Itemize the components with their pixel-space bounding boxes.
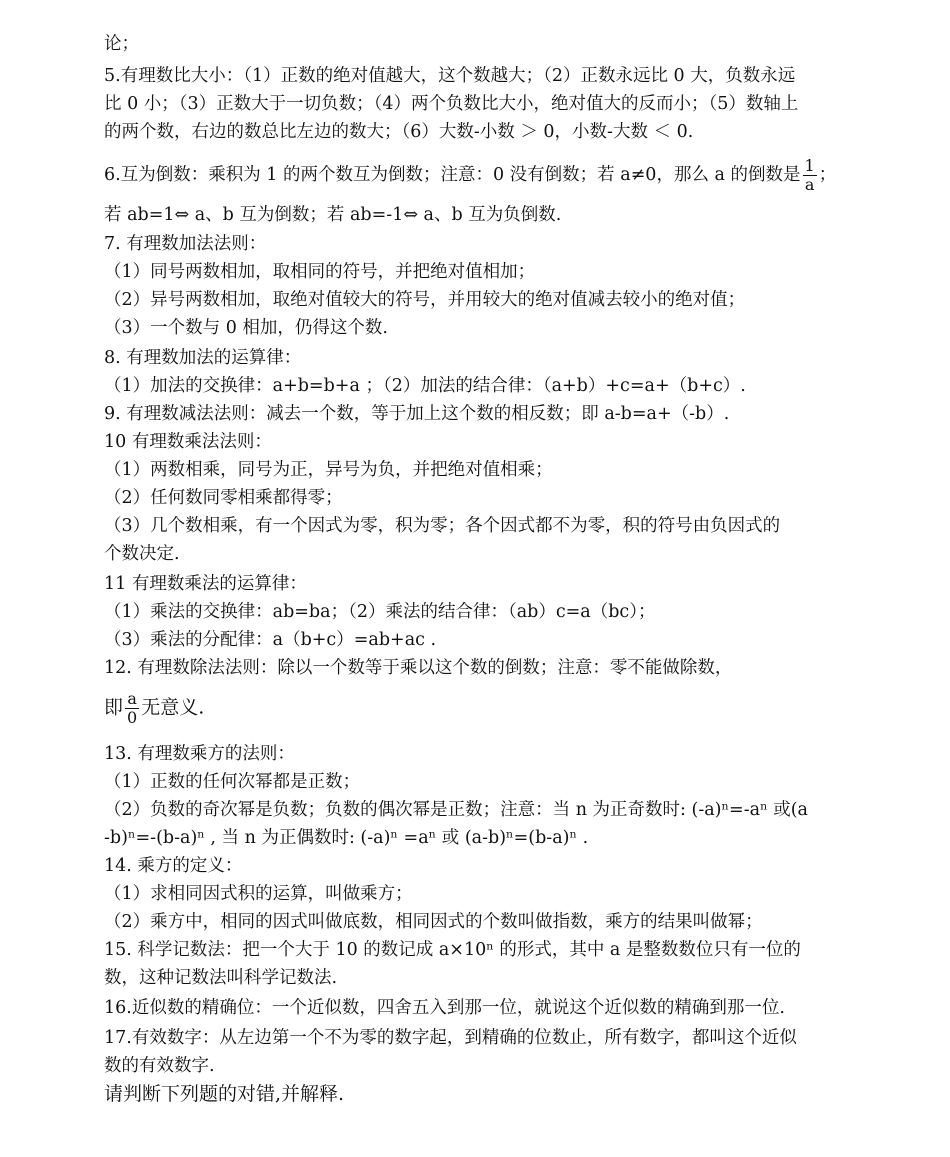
text-line: 比 0 小；（3）正数大于一切负数；（4）两个负数比大小，绝对值大的反而小；（5）数轴上 (104, 94, 799, 114)
text-line: （1）求相同因式积的运算，叫做乘方； (104, 884, 413, 904)
text-line: （2）任何数同零相乘都得零； (104, 488, 343, 508)
text-line: 14. 乘方的定义： (104, 856, 243, 876)
text-line: 数，这种记数法叫科学记数法. (104, 968, 338, 988)
text-line: （2）异号两数相加，取绝对值较大的符号，并用较大的绝对值减去较小的绝对值； (104, 290, 746, 310)
text-line: 15. 科学记数法：把一个大于 10 的数记成 a×10ⁿ 的形式，其中 a 是整数数位只有一位的 (104, 940, 801, 960)
text-line-reciprocal (104, 157, 864, 194)
fraction-denominator: a (804, 175, 815, 194)
text-line: 7. 有理数加法法则： (104, 234, 267, 254)
text-line: -b)ⁿ=-(b-a)ⁿ , 当 n 为正偶数时: (-a)ⁿ =aⁿ 或 (a-b)ⁿ=(b-a)ⁿ . (104, 828, 589, 848)
text-line: 17.有效数字：从左边第一个不为零的数字起，到精确的位数止，所有数字，都叫这个近似 (104, 1028, 797, 1048)
text-line: 个数决定. (104, 544, 180, 564)
text-line: 若 ab=1⇔ a、b 互为倒数；若 ab=-1⇔ a、b 互为负倒数. (104, 205, 562, 225)
fraction-numerator: 1 (804, 156, 815, 175)
text-line: 9. 有理数减法法则：减去一个数，等于加上这个数的相反数；即 a-b=a+（-b）. (104, 404, 730, 424)
text-segment: 无意义. (141, 696, 205, 719)
fraction-a-over-zero (125, 690, 139, 727)
closing-instruction: 请判断下列题的对错,并解释. (104, 1083, 345, 1105)
fraction-denominator: 0 (127, 708, 138, 727)
fraction-one-over-a (803, 157, 817, 194)
text-line: 10 有理数乘法法则： (104, 432, 272, 452)
text-line: 12. 有理数除法法则：除以一个数等于乘以这个数的倒数；注意：零不能做除数， (104, 658, 733, 678)
text-line: （1）同号两数相加，取相同的符号，并把绝对值相加； (104, 262, 536, 282)
text-line: （1）加法的交换律：a+b=b+a ；（2）加法的结合律：（a+b）+c=a+（b+c）. (104, 376, 746, 396)
text-line: （3）一个数与 0 相加，仍得这个数. (104, 318, 388, 338)
text-line: （1）两数相乘，同号为正，异号为负，并把绝对值相乘； (104, 460, 553, 480)
text-line: 11 有理数乘法的运算律： (104, 574, 307, 594)
text-line: （1）乘法的交换律：ab=ba；（2）乘法的结合律：（ab）c=a（bc）； (104, 602, 656, 622)
text-line: （2）负数的奇次幂是负数；负数的偶次幂是正数；注意：当 n 为正奇数时: (-a)ⁿ=-aⁿ 或(a (104, 800, 808, 820)
text-segment: 即 (104, 696, 124, 719)
text-line: （2）乘方中，相同的因式叫做底数，相同因式的个数叫做指数，乘方的结果叫做幂； (104, 912, 763, 932)
text-line: 16.近似数的精确位：一个近似数，四舍五入到那一位，就说这个近似数的精确到那一位. (104, 998, 785, 1018)
text-line: 数的有效数字. (104, 1056, 215, 1076)
text-line: 13. 有理数乘方的法则： (104, 744, 295, 764)
fraction-numerator: a (125, 690, 139, 709)
text-line: 论； (104, 34, 139, 54)
text-line: （3）乘法的分配律：a（b+c）=ab+ac . (104, 630, 437, 650)
text-line: 5.有理数比大小：（1）正数的绝对值越大，这个数越大；（2）正数永远比 0 大，负数永远 (104, 66, 796, 86)
text-line: （3）几个数相乘，有一个因式为零，积为零；各个因式都不为零，积的符号由负因式的 (104, 516, 781, 536)
text-segment: 6.互为倒数：乘积为 1 的两个数互为倒数；注意：0 没有倒数；若 a≠0，那么 a 的倒数是 (104, 165, 801, 185)
text-line: （1）正数的任何次幂都是正数； (104, 772, 361, 792)
text-line-division (104, 690, 864, 727)
text-line: 8. 有理数加法的运算律： (104, 348, 302, 368)
text-line: 的两个数，右边的数总比左边的数大；（6）大数-小数 ＞ 0，小数-大数 ＜ 0. (104, 122, 694, 142)
text-segment: ； (818, 165, 837, 185)
